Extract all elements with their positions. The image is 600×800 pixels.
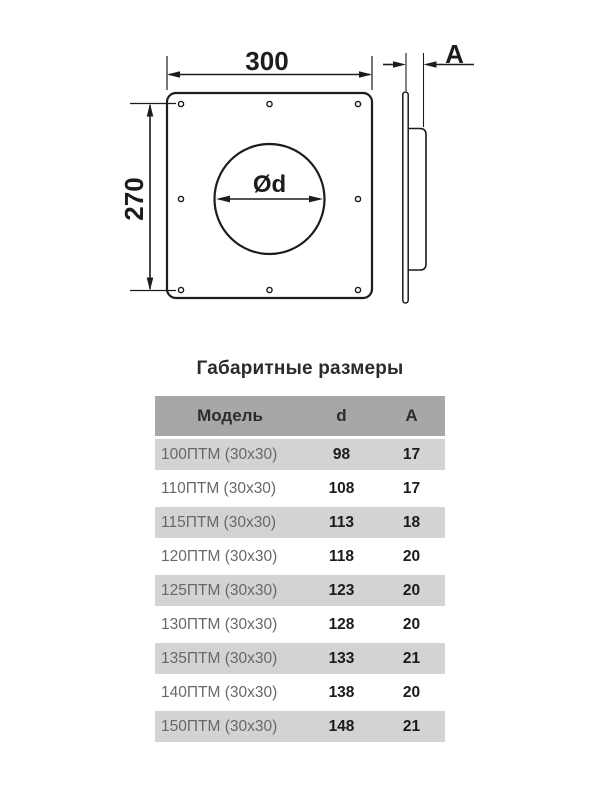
cell-d: 128	[328, 615, 355, 633]
cell-model: 110ПТМ (30x30)	[161, 479, 277, 497]
table-row	[155, 711, 445, 742]
mounting-hole	[178, 101, 183, 106]
cell-d: 108	[328, 479, 355, 497]
cell-model: 120ПТМ (30x30)	[161, 547, 278, 565]
cell-d: 138	[328, 683, 355, 701]
table-row	[155, 439, 445, 470]
mounting-hole	[178, 287, 183, 292]
mounting-hole	[178, 196, 183, 201]
dimension-diameter-label: Ød	[252, 171, 287, 198]
cell-model: 135ПТМ (30x30)	[161, 649, 278, 667]
cell-model: 130ПТМ (30x30)	[161, 615, 278, 633]
side-view	[403, 92, 426, 303]
mounting-hole	[355, 101, 360, 106]
column-header-model: Модель	[197, 406, 263, 425]
cell-a: 21	[402, 717, 421, 735]
table-row	[155, 609, 445, 640]
table-row	[155, 677, 445, 708]
side-view-plate	[403, 92, 408, 303]
column-header-a: A	[405, 406, 418, 425]
mounting-hole	[267, 287, 272, 292]
cell-d: 113	[328, 513, 354, 531]
column-header-d: d	[336, 406, 347, 425]
dimension-width-label: 300	[245, 46, 289, 76]
mounting-hole	[267, 101, 272, 106]
cell-d: 148	[328, 717, 355, 735]
mounting-hole	[355, 287, 360, 292]
technical-drawing	[0, 0, 600, 345]
cell-a: 18	[402, 513, 421, 531]
cell-d: 98	[332, 445, 351, 463]
table-row	[155, 575, 445, 606]
mounting-hole	[355, 196, 360, 201]
cell-a: 17	[402, 479, 421, 497]
cell-a: 20	[402, 547, 421, 565]
cell-a: 17	[402, 445, 421, 463]
table-body	[155, 439, 445, 742]
table-row	[155, 541, 445, 572]
dimension-height-label: 270	[119, 177, 149, 221]
cell-a: 21	[402, 649, 421, 667]
cell-model: 140ПТМ (30x30)	[161, 683, 278, 701]
cell-d: 118	[328, 547, 354, 565]
cell-a: 20	[402, 615, 421, 633]
table-row	[155, 643, 445, 674]
cell-model: 115ПТМ (30x30)	[161, 513, 277, 531]
cell-model: 150ПТМ (30x30)	[161, 717, 278, 735]
table-row	[155, 473, 445, 504]
cell-d: 123	[328, 581, 355, 599]
dimensions-table	[155, 396, 445, 742]
cell-model: 125ПТМ (30x30)	[161, 581, 278, 599]
cell-a: 20	[402, 683, 421, 701]
side-view-flange	[407, 129, 426, 271]
cell-model: 100ПТМ (30x30)	[161, 445, 278, 463]
table-row	[155, 507, 445, 538]
table-header-row	[155, 396, 445, 436]
cell-d: 133	[328, 649, 355, 667]
table-title: Габаритные размеры	[196, 358, 404, 379]
cell-a: 20	[402, 581, 421, 599]
dimension-thickness-label: A	[445, 39, 464, 69]
